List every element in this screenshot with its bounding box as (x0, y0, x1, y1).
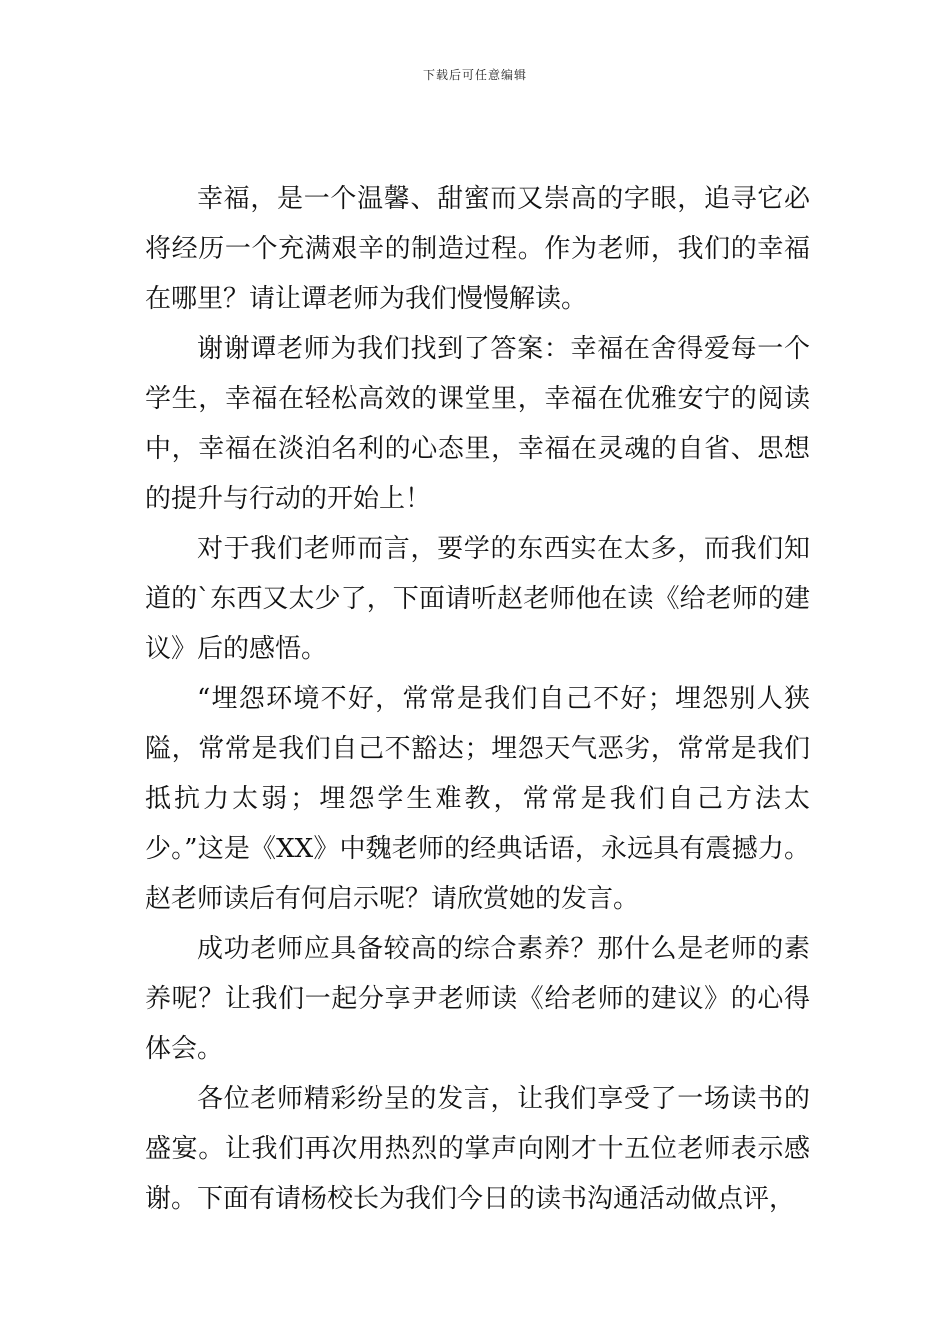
page-header-note: 下载后可任意编辑 (422, 68, 527, 82)
paragraph-4: “埋怨环境不好，常常是我们自己不好；埋怨别人狭隘，常常是我们自己不豁达；埋怨天气恶劣，常常是我们抵抗力太弱；埋怨学生难教，常常是我们自己方法太少。”这是《XX》中魏老师的经典话语，永远具有震撼力。赵老师读后有何启示呢？请欣赏她的发言。 (145, 684, 810, 914)
paragraph-1: 幸福，是一个温馨、甜蜜而又崇高的字眼，追寻它必将经历一个充满艰辛的制造过程。作为老师，我们的幸福在哪里？请让谭老师为我们慢慢解读。 (145, 184, 810, 314)
document-body (145, 174, 810, 1224)
paragraph-2: 谢谢谭老师为我们找到了答案：幸福在舍得爱每一个学生，幸福在轻松高效的课堂里，幸福在优雅安宁的阅读中，幸福在淡泊名利的心态里，幸福在灵魂的自省、思想的提升与行动的开始上！ (145, 334, 810, 514)
paragraph-5: 成功老师应具备较高的综合素养？那什么是老师的素养呢？让我们一起分享尹老师读《给老师的建议》的心得体会。 (145, 934, 810, 1064)
paragraph-3: 对于我们老师而言，要学的东西实在太多，而我们知道的`东西又太少了，下面请听赵老师他在读《给老师的建议》后的感悟。 (145, 534, 810, 664)
paragraph-6: 各位老师精彩纷呈的发言，让我们享受了一场读书的盛宴。让我们再次用热烈的掌声向刚才十五位老师表示感谢。下面有请杨校长为我们今日的读书沟通活动做点评， (145, 1084, 810, 1214)
